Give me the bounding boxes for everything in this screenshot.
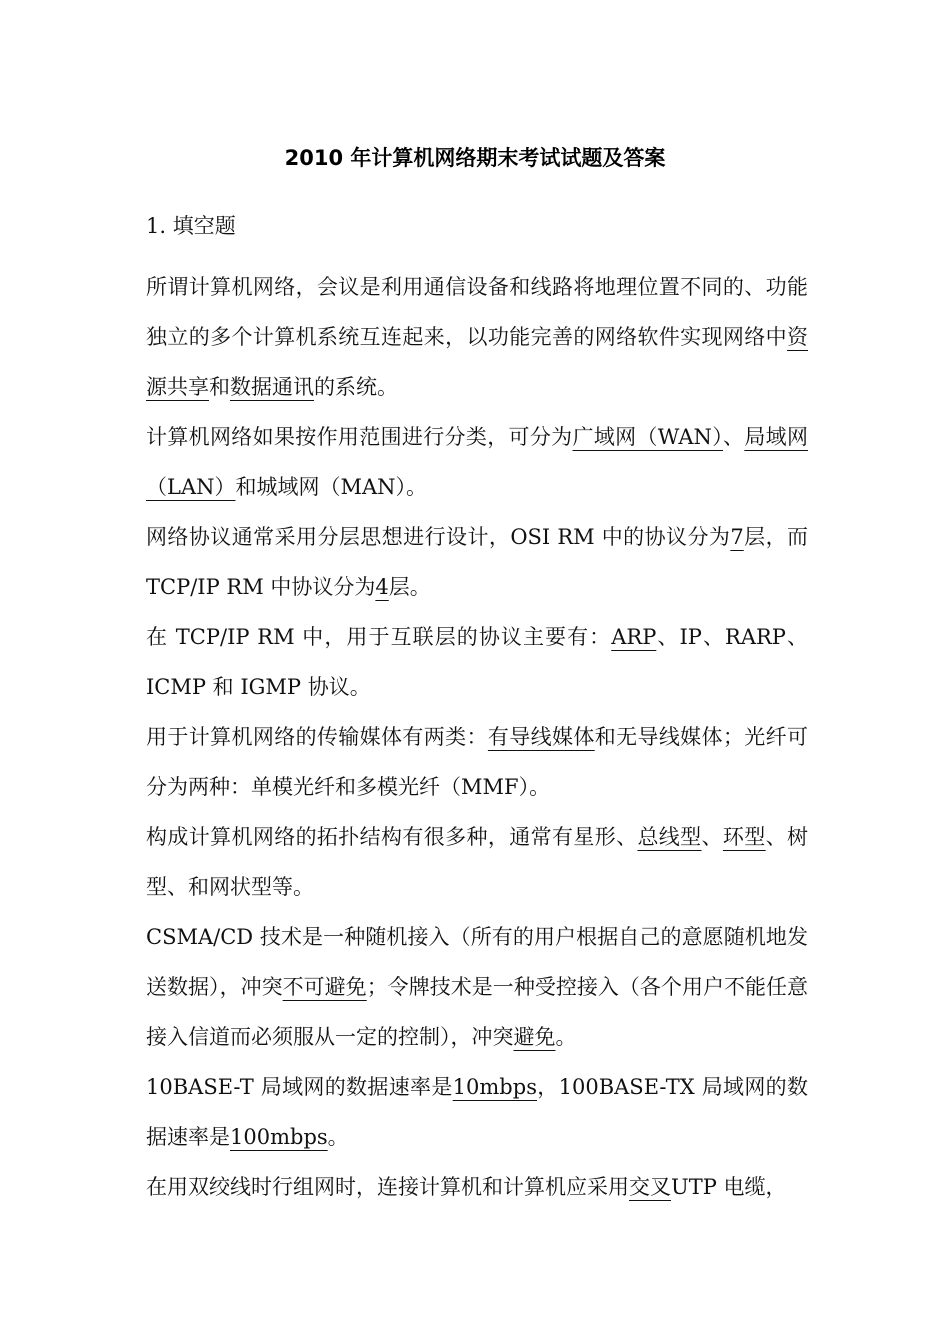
answer-blank: 避免 [513, 1025, 556, 1049]
answer-blank: 10mbps [452, 1075, 537, 1099]
question-text: 层。 [388, 575, 431, 599]
answer-blank: 环型 [722, 825, 766, 849]
question-text: UTP 电缆， [671, 1175, 787, 1199]
question-text: 层，而 TCP/IP RM 中协议分为 [146, 525, 809, 599]
answer-blank: 数据通讯 [230, 375, 314, 399]
question-text: 10BASE-T 局域网的数据速率是 [146, 1075, 453, 1099]
answer-blank: 交叉 [629, 1175, 671, 1199]
answer-blank: 资源共享 [146, 325, 808, 399]
answer-blank: 100mbps [230, 1125, 328, 1149]
question-text: 在 TCP/IP RM 中，用于互联层的协议主要有： [146, 625, 612, 649]
question-text: 和城域网（MAN）。 [235, 475, 428, 499]
question-text: ；令牌技术是一种受控接入（各个用户不能任意接入信道而必须服从一定的控制），冲突 [146, 975, 809, 1049]
question-text: 和 [209, 375, 230, 399]
question-text: 在用双绞线时行组网时，连接计算机和计算机应采用 [146, 1175, 629, 1199]
question-paragraph [146, 812, 808, 912]
question-paragraph [146, 712, 808, 812]
question-list [146, 262, 808, 1212]
question-paragraph [146, 512, 808, 612]
question-text: 、树型、和网状型等。 [146, 825, 809, 899]
question-text: 、IP、RARP、ICMP 和 IGMP 协议。 [146, 625, 808, 699]
section-heading: 1. 填空题 [146, 214, 236, 238]
question-text: 、 [723, 425, 745, 449]
question-text: 构成计算机网络的拓扑结构有很多种，通常有星形、 [146, 825, 638, 849]
question-text: 的系统。 [314, 375, 398, 399]
question-text: 。 [555, 1025, 577, 1049]
question-paragraph [146, 262, 808, 412]
answer-blank: 有导线媒体 [487, 725, 595, 749]
answer-blank: 不可避免 [282, 975, 367, 999]
question-text: 所谓计算机网络，会议是利用通信设备和线路将地理位置不同的、功能独立的多个计算机系统互连起来，以功能完善的网络软件实现网络中 [146, 275, 808, 349]
question-paragraph [146, 912, 808, 1062]
answer-blank: ARP [611, 625, 657, 649]
question-text: 计算机网络如果按作用范围进行分类，可分为 [146, 425, 573, 449]
question-paragraph [146, 1062, 808, 1162]
answer-blank: 7 [730, 525, 744, 549]
question-paragraph [146, 412, 808, 512]
answer-blank: 局域网（LAN） [146, 425, 809, 499]
answer-blank: 广域网（WAN） [572, 425, 724, 449]
question-text: ，100BASE-TX 局域网的数据速率是 [146, 1075, 808, 1149]
question-paragraph [146, 1162, 808, 1212]
question-text: 、 [701, 825, 723, 849]
question-text: 用于计算机网络的传输媒体有两类： [146, 725, 488, 749]
question-text: 和无导线媒体；光纤可分为两种：单模光纤和多模光纤（MMF）。 [146, 725, 809, 799]
question-paragraph [146, 612, 808, 712]
question-text: 网络协议通常采用分层思想进行设计，OSI RM 中的协议分为 [146, 525, 731, 549]
question-text: 。 [327, 1125, 349, 1149]
answer-blank: 总线型 [637, 825, 702, 849]
question-text: CSMA/CD 技术是一种随机接入（所有的用户根据自己的意愿随机地发送数据），冲突 [146, 925, 808, 999]
answer-blank: 4 [375, 575, 389, 599]
document-title: 2010 年计算机网络期末考试试题及答案 [284, 146, 666, 170]
